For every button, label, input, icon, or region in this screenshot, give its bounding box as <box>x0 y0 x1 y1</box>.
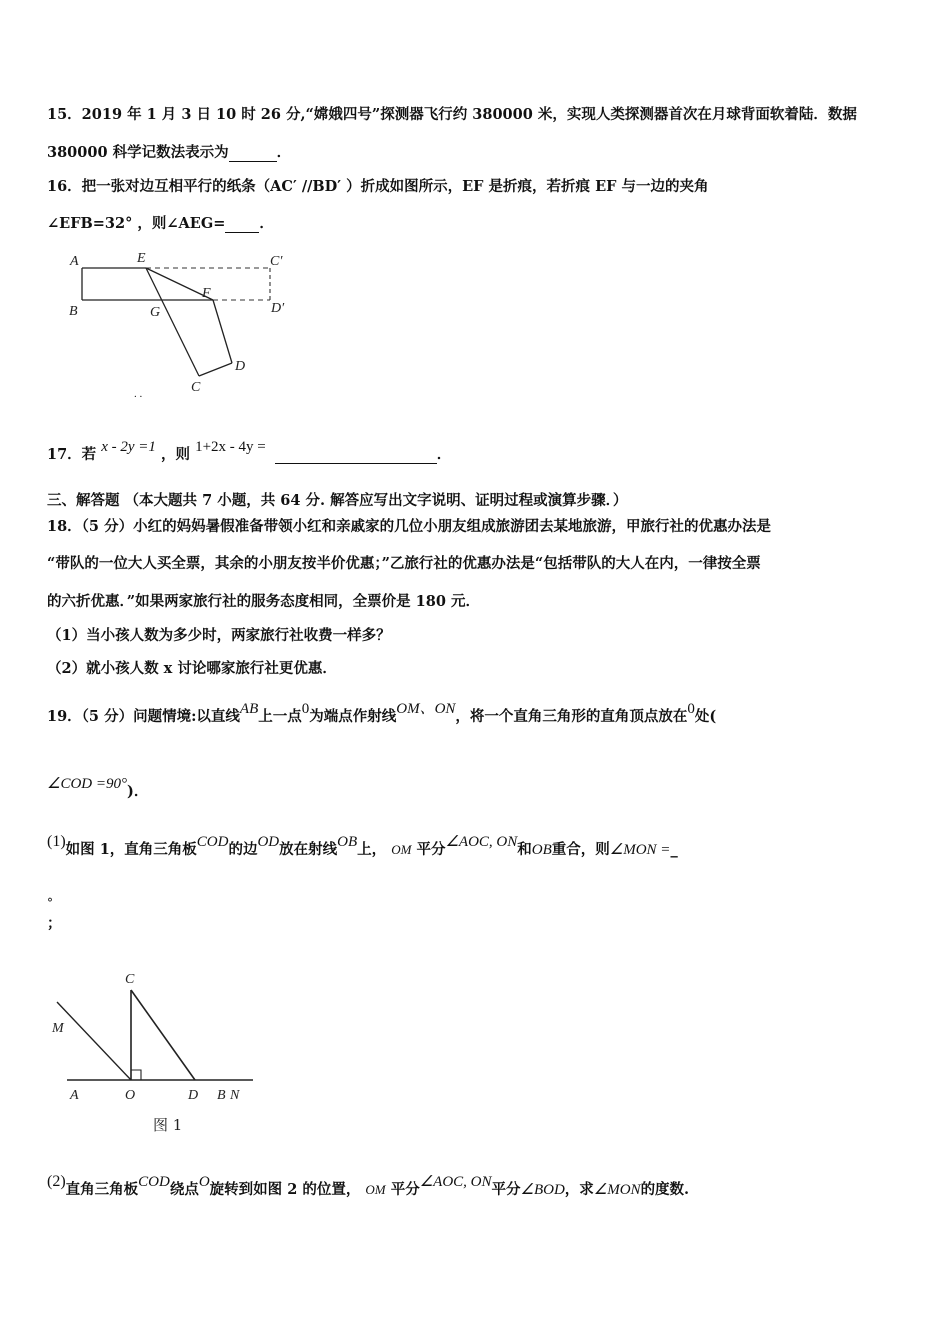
q16-line1: 16．把一张对边互相平行的纸条（AC′ //BD′ ）折成如图所示，EF 是折痕，若折痕 EF 与一边的夹角 <box>47 178 709 195</box>
edge-cd <box>199 363 232 376</box>
q15-answer-blank[interactable] <box>229 144 277 162</box>
fig1-label-n: N <box>230 1088 240 1103</box>
q16-text: ∠EFB=32° ，则∠AEG= <box>47 215 226 232</box>
q19-figure1 <box>45 962 265 1142</box>
fig1-caption: 图 1 <box>153 1116 183 1134</box>
q15-line2 <box>47 141 291 162</box>
q17-answer-blank[interactable] <box>275 446 437 464</box>
p2-k: ，求 <box>564 1181 594 1198</box>
q16-answer-blank[interactable] <box>225 215 259 233</box>
p2-i: 平分 <box>491 1181 521 1198</box>
p1-ob2: OB <box>531 842 552 858</box>
q15-end: ． <box>276 144 292 161</box>
label-d: D <box>235 359 246 374</box>
fig1-label-c: C <box>125 972 135 987</box>
q19-text-5: 处( <box>694 708 717 725</box>
q16-figure <box>60 245 300 405</box>
p2-o: O <box>198 1174 210 1190</box>
fig1-label-o: O <box>125 1088 136 1103</box>
q19-angle-cod: ∠COD =90° <box>47 776 127 792</box>
p1-e: 放在射线 <box>279 841 338 858</box>
label-a: A <box>70 254 79 269</box>
q19-math-o: 0 <box>301 701 310 717</box>
q17-mid: ，则 <box>161 446 190 463</box>
q19-math-ab: AB <box>239 701 259 717</box>
q16-line2 <box>47 212 274 233</box>
edge-fd <box>213 300 232 363</box>
p1-om: OM <box>391 842 412 857</box>
q18-line3: 的六折优惠．”如果两家旅行社的服务态度相同，全票价是 180 元． <box>47 593 480 610</box>
p1-k: 和 <box>517 841 532 858</box>
q18-line2: “带队的一位大人买全票，其余的小朋友按半价优惠；”乙旅行社的优惠办法是“包括带队的大人在内，一律按全票 <box>47 555 761 572</box>
q18-sub2: （2）就小孩人数 x 讨论哪家旅行社更优惠． <box>47 660 337 677</box>
q17-expr1: x - 2y =1 <box>101 439 156 455</box>
q19-part2-number: (2) <box>47 1173 66 1190</box>
q18-line1: 18．（5 分）小红的妈妈暑假准备带领小红和亲戚家的几位小朋友组成旅游团去某地旅游，甲旅行社的优惠办法是 <box>47 518 772 535</box>
p1-angle-aoc: ∠AOC, ON <box>445 834 518 850</box>
q19-part2 <box>47 1173 690 1199</box>
q19-math-rays: OM、ON <box>396 701 456 717</box>
fig1-label-d: D <box>188 1088 199 1103</box>
right-angle-mark <box>131 1070 141 1080</box>
ray-om <box>57 1002 131 1080</box>
p2-angle-bod: ∠BOD <box>520 1182 565 1198</box>
label-c: C <box>191 380 201 395</box>
label-d-prime: D′ <box>271 301 285 316</box>
q19-intro <box>47 701 717 726</box>
p1-c: 的边 <box>228 841 258 858</box>
fig1-label-b: B <box>217 1088 226 1103</box>
q17-prefix: 17．若 <box>47 446 97 463</box>
p1-m: 重合，则 <box>551 841 610 858</box>
q19-text-4: ，将一个直角三角形的直角顶点放在 <box>455 708 688 725</box>
p1-ob: OB <box>337 834 358 850</box>
q19-part1-semicolon: ； <box>47 915 62 932</box>
p1-a: 如图 1，直角三角板 <box>65 841 197 858</box>
segment-cd <box>131 990 195 1080</box>
q19-math-o2: 0 <box>687 701 695 717</box>
p2-m: 的度数. <box>640 1181 690 1198</box>
p2-c: 绕点 <box>169 1181 199 1198</box>
section-3-heading: 三、解答题 （本大题共 7 小题，共 64 分. 解答应写出文字说明、证明过程或演算步骤．） <box>47 492 628 509</box>
fig1-label-a: A <box>70 1088 79 1103</box>
q19-text-3: 为端点作射线 <box>309 708 397 725</box>
q17-line <box>47 439 452 464</box>
q17-expr2: 1+2x - 4y = <box>195 439 266 455</box>
q19-angle-line <box>47 776 149 801</box>
q19-part1-degree: ° <box>47 896 53 910</box>
p2-g: 平分 <box>390 1181 420 1198</box>
label-f: F <box>202 286 211 301</box>
q19-text-6: )． <box>127 783 149 800</box>
q19-part1 <box>47 833 678 859</box>
q18-sub1: （1）当小孩人数为多少时，两家旅行社收费一样多？ <box>47 627 391 644</box>
edge-ec <box>146 268 199 376</box>
p1-od: OD <box>257 834 280 850</box>
label-g: G <box>150 305 161 320</box>
label-e: E <box>137 251 146 266</box>
p2-e: 旋转到如图 2 的位置， <box>209 1181 361 1198</box>
p2-cod: COD <box>138 1174 170 1190</box>
label-c-prime: C′ <box>270 254 283 269</box>
q19-text-2: 上一点 <box>258 708 302 725</box>
fig1-label-m: M <box>52 1021 64 1036</box>
q19-text-1: 19．（5 分）问题情境:以直线 <box>47 708 240 725</box>
figure-dots: . . <box>134 388 143 400</box>
p1-answer-blank[interactable]: _ <box>670 841 678 858</box>
q15-text: 380000 科学记数法表示为 <box>47 144 229 161</box>
p2-angle-mon: ∠MON <box>593 1182 641 1198</box>
q15-line1: 15．2019 年 1 月 3 日 10 时 26 分,“嫦娥四号”探测器飞行约 380000 米，实现人类探测器首次在月球背面软着陆．数据 <box>47 106 857 123</box>
q16-end: ． <box>259 215 274 232</box>
p1-cod: COD <box>196 834 229 850</box>
p2-angle-aoc: ∠AOC, ON <box>419 1174 492 1190</box>
p2-om: OM <box>365 1182 386 1197</box>
label-b: B <box>69 304 78 319</box>
q17-end: ． <box>436 446 452 463</box>
p1-g: 上， <box>357 841 387 858</box>
p1-angle-mon: ∠MON = <box>609 842 671 858</box>
p1-i: 平分 <box>416 841 446 858</box>
p2-a: 直角三角板 <box>65 1181 139 1198</box>
q19-part1-number: (1) <box>47 833 66 850</box>
